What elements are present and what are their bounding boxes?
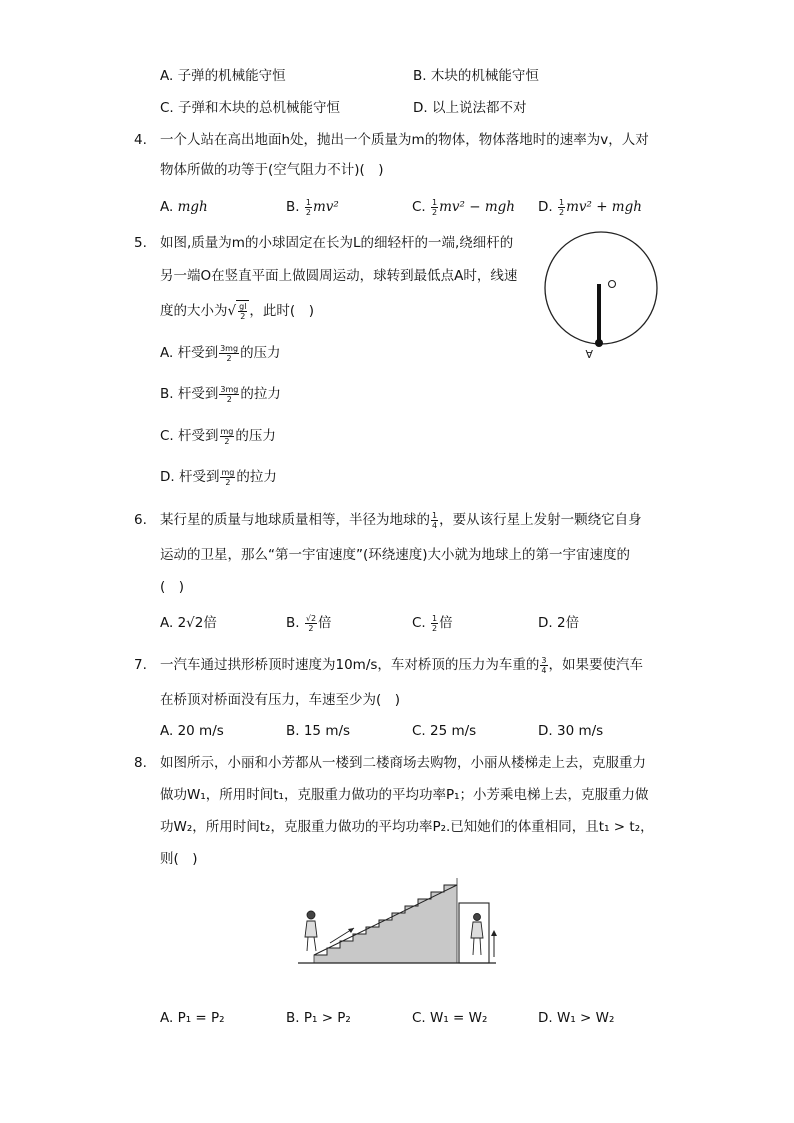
- q6-option-d: D. 2倍: [538, 615, 580, 631]
- q6-stem-line1: 某行星的质量与地球质量相等，半径为地球的 $\frac{1}{4}$ ，要从该行星上发射一颗绕它自身: [160, 510, 642, 530]
- q5-option-a: A. 杆受到 $\frac{3mg}{2}$ 的压力: [160, 343, 281, 363]
- q6-option-b: B. $\frac{√2}{2}$ 倍: [286, 613, 332, 633]
- q5-option-c: C. 杆受到 $\frac{mg}{2}$ 的压力: [160, 426, 276, 446]
- q3-option-a: A. 子弹的机械能守恒: [160, 68, 286, 84]
- q8-stem-line4: 则( ): [160, 851, 198, 867]
- q8-stem-line3: 功W₂，所用时间t₂，克服重力做功的平均功率P₂.已知她们的体重相同，且t₁ > t₂，: [160, 819, 654, 835]
- q4-option-a-expr: mgh: [177, 199, 208, 215]
- q3-option-d: D. 以上说法都不对: [413, 100, 527, 116]
- q7-option-b: B. 15 m/s: [286, 723, 351, 739]
- q7-option-c: C. 25 m/s: [412, 723, 477, 739]
- half-fraction: $\frac{1}{2}$: [558, 197, 565, 217]
- q5-number: 5.: [134, 235, 147, 251]
- q6-option-c: C. $\frac{1}{2}$ 倍: [412, 613, 453, 633]
- q5-stem-line1: 如图,质量为m的小球固定在长为L的细轻杆的一端,绕细杆的: [160, 235, 514, 251]
- q4-number: 4.: [134, 132, 147, 148]
- q4-option-c-expr: mv² − mgh: [439, 199, 515, 215]
- girl-in-elevator-icon: [471, 914, 483, 956]
- q4-option-b-expr: mv²: [312, 199, 339, 215]
- q8-option-c: C. W₁ = W₂: [412, 1010, 488, 1026]
- q3-option-c: C. 子弹和木块的总机械能守恒: [160, 100, 341, 116]
- q5-option-d: D. 杆受到 $\frac{mg}{2}$ 的拉力: [160, 467, 277, 487]
- q8-stem-line2: 做功W₁，所用时间t₁，克服重力做功的平均功率P₁；小芳乘电梯上去，克服重力做: [160, 787, 649, 803]
- q8-option-b: B. P₁ > P₂: [286, 1010, 351, 1026]
- q6-number: 6.: [134, 512, 147, 528]
- stairs-elevator-figure: [296, 875, 502, 970]
- q7-number: 7.: [134, 657, 147, 673]
- circular-motion-figure: [544, 230, 664, 370]
- q5-stem-line3: 度的大小为√ $\frac{gl}{2}$ ，此时( ): [160, 301, 314, 321]
- q4-option-a: A. mgh: [160, 199, 208, 215]
- sqrt-expression: √ $\frac{gl}{2}$: [228, 303, 250, 319]
- q6-stem-line2: 运动的卫星，那么“第一宇宙速度”(环绕速度)大小就为地球上的第一宇宙速度的: [160, 547, 631, 563]
- q8-number: 8.: [134, 755, 147, 771]
- q4-option-d: D. $\frac{1}{2}$ mv² + mgh: [538, 197, 642, 217]
- girl-on-stairs-icon: [305, 911, 317, 951]
- q7-option-a: A. 20 m/s: [160, 723, 224, 739]
- q5-stem-line2: 另一端O在竖直平面上做圆周运动，球转到最低点A时，线速: [160, 268, 518, 284]
- q7-option-d: D. 30 m/s: [538, 723, 604, 739]
- q4-stem-line1: 一个人站在高出地面h处，抛出一个质量为m的物体，物体落地时的速率为v，人对: [160, 132, 649, 148]
- half-fraction: $\frac{1}{2}$: [305, 197, 311, 217]
- point-a-label: A: [585, 347, 593, 360]
- q8-stem-line1: 如图所示，小丽和小芳都从一楼到二楼商场去购物，小丽从楼梯走上去，克服重力: [160, 755, 646, 771]
- q7-stem-line1: 一汽车通过拱形桥顶时速度为10m/s，车对桥顶的压力为车重的 $\frac{3}{4}$ ，如果要使汽车: [160, 655, 644, 675]
- q4-stem-line2: 物体所做的功等于(空气阻力不计)( ): [160, 162, 384, 178]
- q4-option-d-expr: mv² + mgh: [566, 199, 642, 215]
- q5-option-b: B. 杆受到 $\frac{3mg}{2}$ 的拉力: [160, 384, 281, 404]
- q6-option-a: A. 2√2倍: [160, 615, 217, 631]
- q3-option-b: B. 木块的机械能守恒: [413, 68, 539, 84]
- q6-stem-line3: ( ): [160, 579, 185, 595]
- q8-option-d: D. W₁ > W₂: [538, 1010, 615, 1026]
- q4-option-c: C. $\frac{1}{2}$ mv² − mgh: [412, 197, 515, 217]
- q4-option-b: B. $\frac{1}{2}$ mv²: [286, 197, 339, 217]
- half-fraction: $\frac{1}{2}$: [432, 197, 438, 217]
- q8-option-a: A. P₁ = P₂: [160, 1010, 225, 1026]
- q7-stem-line2: 在桥顶对桥面没有压力，车速至少为( ): [160, 692, 401, 708]
